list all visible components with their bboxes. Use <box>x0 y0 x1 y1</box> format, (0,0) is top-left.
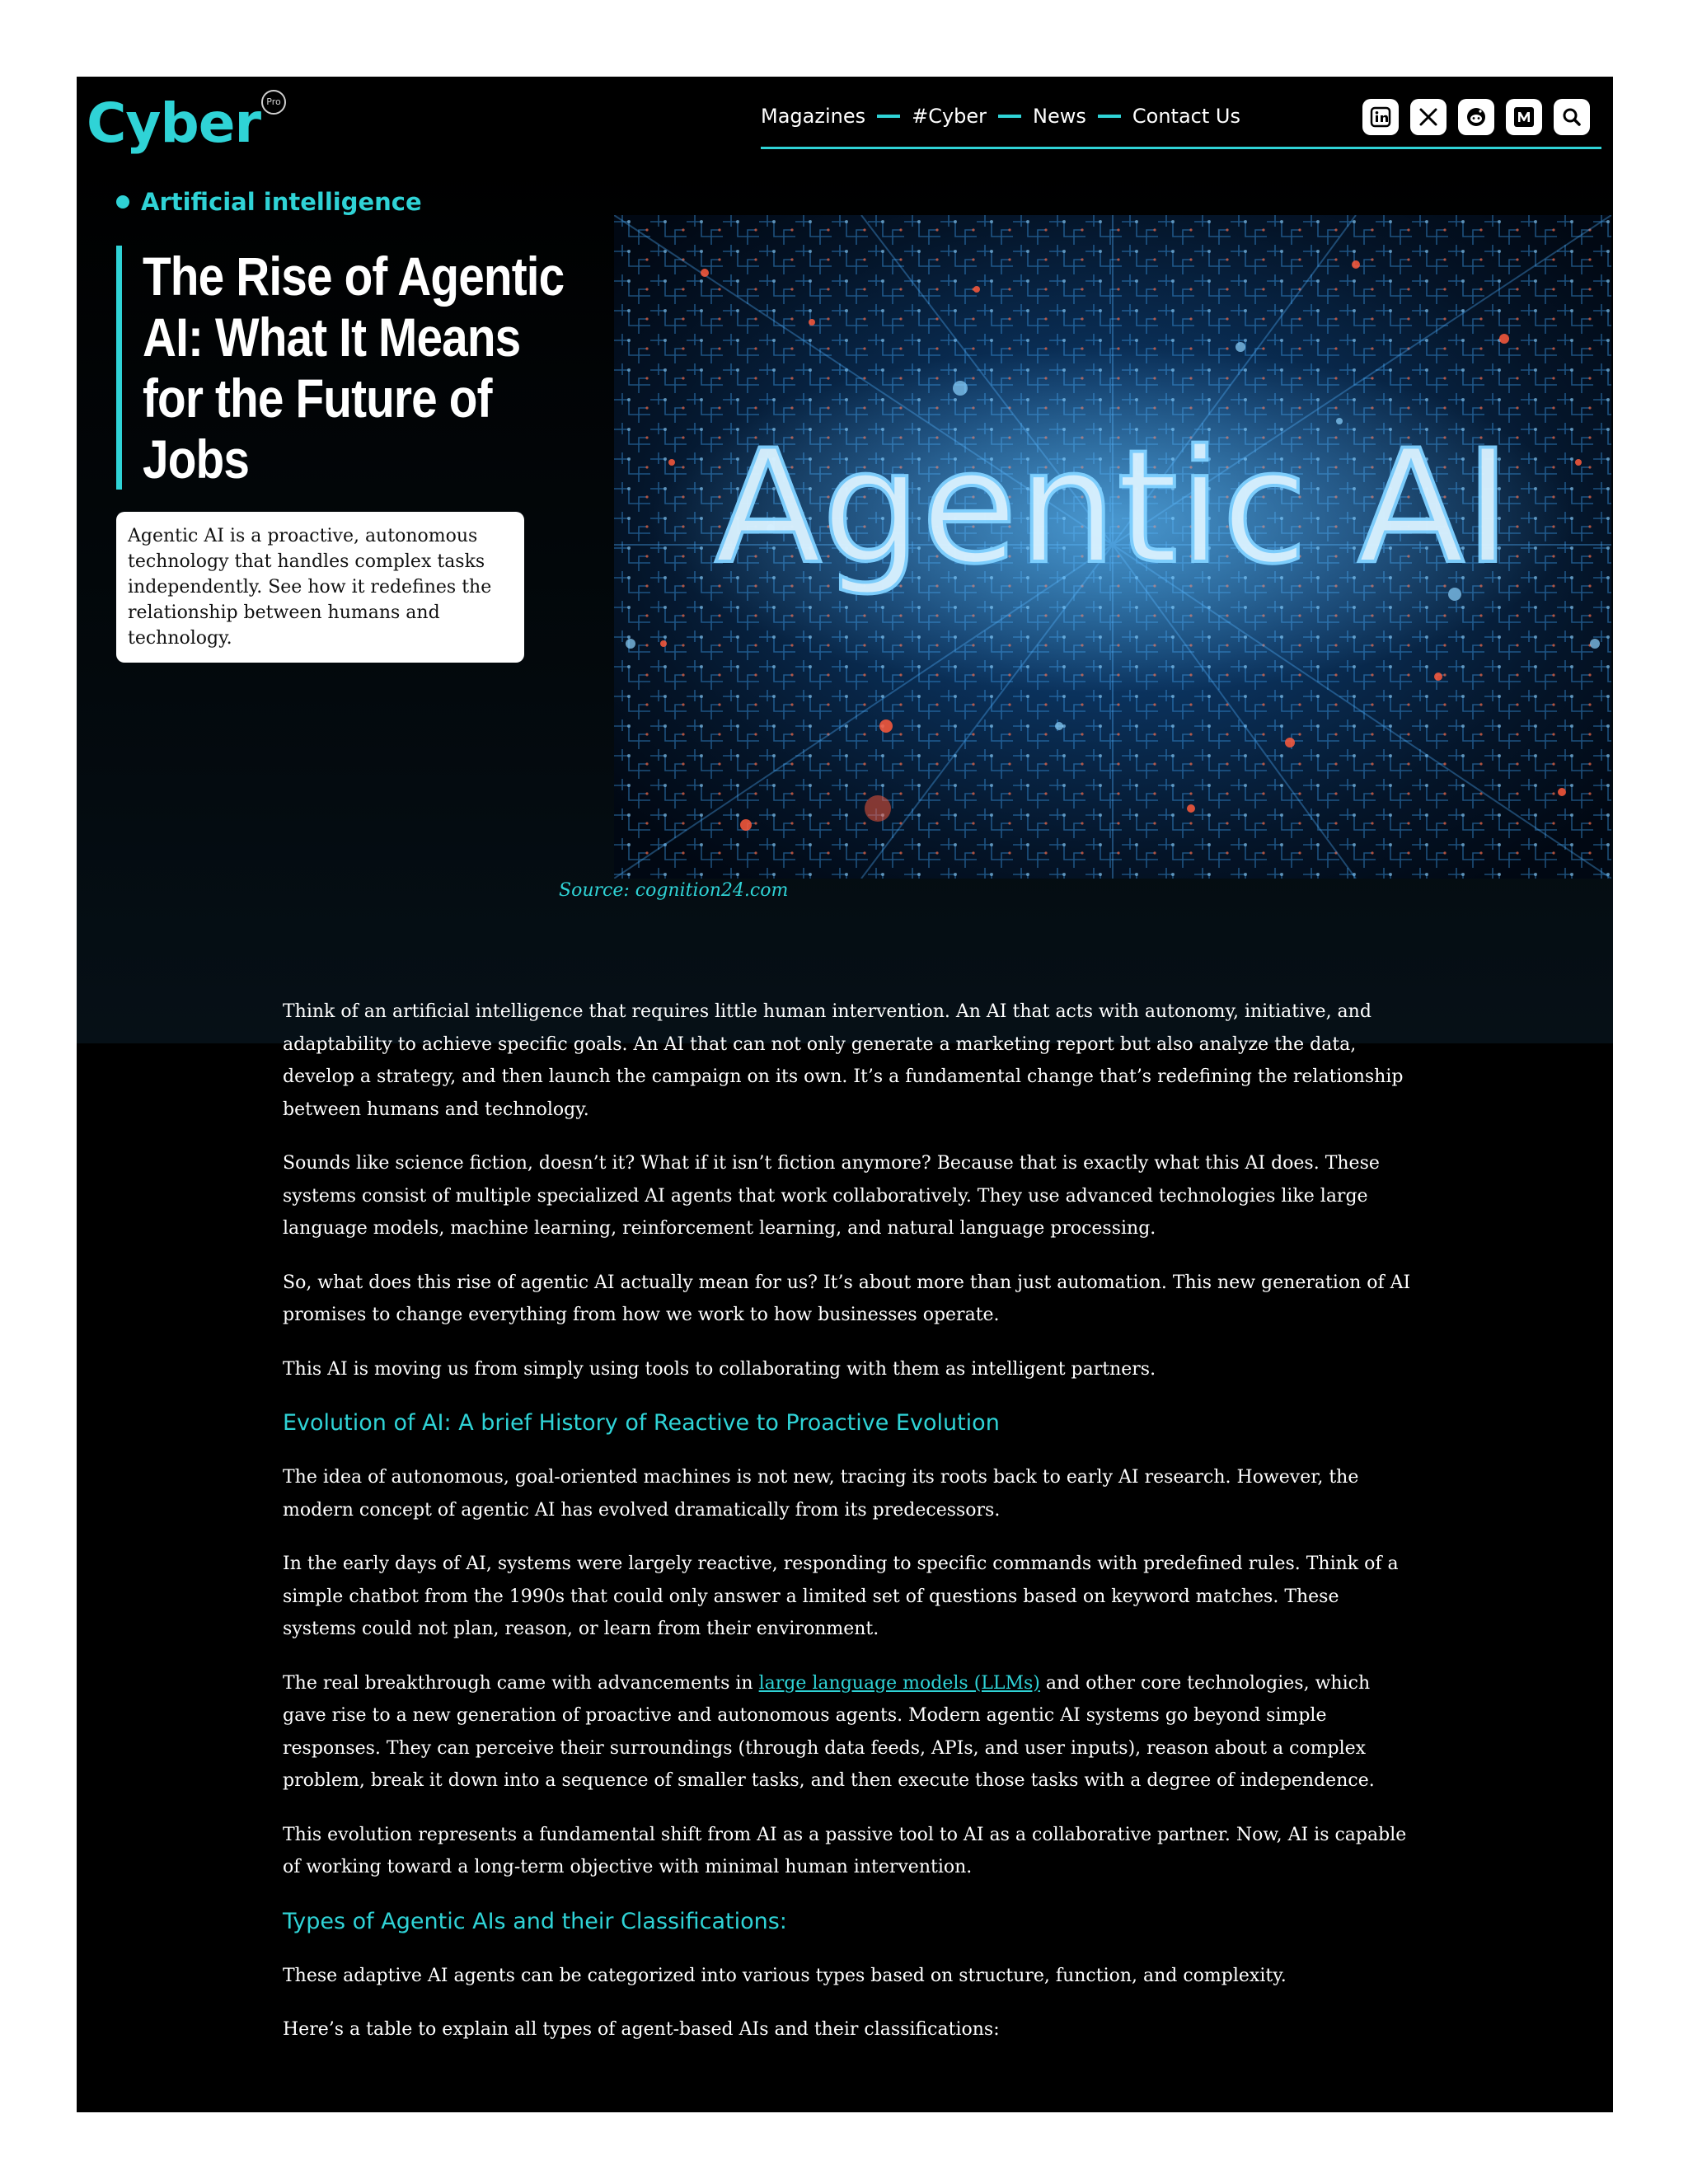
brand-logo[interactable]: Cyber <box>87 91 261 155</box>
paragraph: So, what does this rise of agentic AI actually mean for us? It’s about more than just automation. This new generation of AI promises to change everything from how we work to how businesses operate. <box>283 1272 1411 1325</box>
paragraph: These adaptive AI agents can be categorized into various types based on structure, function, and complexity. <box>283 1965 1287 1986</box>
hero-image <box>614 215 1611 879</box>
article-summary: Agentic AI is a proactive, autonomous technology that handles complex tasks independently. See how it redefines the relationship between humans and technology. <box>116 512 524 663</box>
pro-badge: Pro <box>261 90 286 115</box>
paragraph-text: and other core technologies, which gave rise to a new generation of proactive and autonomous agents. Modern agentic AI systems go beyond simple responses. They can perceive their surroundings (through data feeds, APIs, and user inputs), reason about a complex problem, break it down into a sequence of smaller tasks, and then execute those tasks with a degree of independence. <box>283 1672 1375 1791</box>
main-nav <box>761 100 1240 133</box>
paragraph <box>283 1667 1412 1797</box>
nav-item-news[interactable]: News <box>1033 105 1086 128</box>
category-label[interactable] <box>116 188 422 216</box>
nav-item-contact[interactable]: Contact Us <box>1132 105 1240 128</box>
paragraph: Think of an artificial intelligence that requires little human intervention. An AI that acts with autonomy, initiative, and adaptability to achieve specific goals. An AI that can not only generate a marketing report but also analyze the data, develop a strategy, and then launch the campaign on its own. It’s a fundamental change that’s redefining the relationship between humans and technology. <box>283 1001 1404 1120</box>
article-title-block <box>116 246 571 490</box>
paragraph: Sounds like science fiction, doesn’t it? What if it isn’t fiction anymore? Because that is exactly what this AI does. These systems consist of multiple specialized AI agents that work collaboratively. They use advanced technologies like large language models, machine learning, reinforcement learning, and natural language processing. <box>283 1153 1380 1239</box>
article-title: The Rise of Agentic AI: What It Means for the Future of Jobs <box>143 246 565 490</box>
search-icon[interactable] <box>1554 99 1590 135</box>
medium-icon[interactable] <box>1506 99 1542 135</box>
x-icon[interactable] <box>1410 99 1447 135</box>
nav-item-cyber[interactable]: #Cyber <box>912 105 987 128</box>
paragraph: The idea of autonomous, goal-oriented machines is not new, tracing its roots back to early AI research. However, the modern concept of agentic AI has evolved dramatically from its predecessors. <box>283 1467 1359 1521</box>
paragraph: This AI is moving us from simply using tools to collaborating with them as intelligent partners. <box>283 1358 1156 1380</box>
llm-link[interactable]: large language models (LLMs) <box>758 1672 1040 1694</box>
nav-item-magazines[interactable]: Magazines <box>761 105 866 128</box>
category-text: Artificial intelligence <box>141 188 422 216</box>
linkedin-icon[interactable] <box>1362 99 1399 135</box>
nav-separator <box>1098 115 1121 118</box>
hero-image-text: Agentic AI <box>714 416 1512 598</box>
social-icons <box>1362 99 1590 135</box>
image-caption: Source: cognition24.com <box>559 880 789 901</box>
article-body <box>283 996 1412 2068</box>
nav-separator <box>998 115 1021 118</box>
reddit-icon[interactable] <box>1458 99 1494 135</box>
nav-underline <box>761 147 1601 149</box>
category-dot <box>116 195 129 209</box>
paragraph-text: The real breakthrough came with advancements in <box>283 1672 759 1694</box>
section-heading-evolution: Evolution of AI: A brief History of Reactive to Proactive Evolution <box>283 1410 1000 1436</box>
page <box>77 77 1613 2112</box>
paragraph: Here’s a table to explain all types of agent-based AIs and their classifications: <box>283 2019 1000 2040</box>
nav-separator <box>877 115 900 118</box>
section-heading-types: Types of Agentic AIs and their Classifications: <box>283 1908 787 1934</box>
paragraph: In the early days of AI, systems were largely reactive, responding to specific commands with predefined rules. Think of a simple chatbot from the 1990s that could only answer a limited set of questions based on keyword matches. These systems could not plan, reason, or learn from their environment. <box>283 1554 1399 1639</box>
paragraph: This evolution represents a fundamental shift from AI as a passive tool to AI as a collaborative partner. Now, AI is capable of working toward a long-term objective with minimal human intervention. <box>283 1824 1407 1877</box>
